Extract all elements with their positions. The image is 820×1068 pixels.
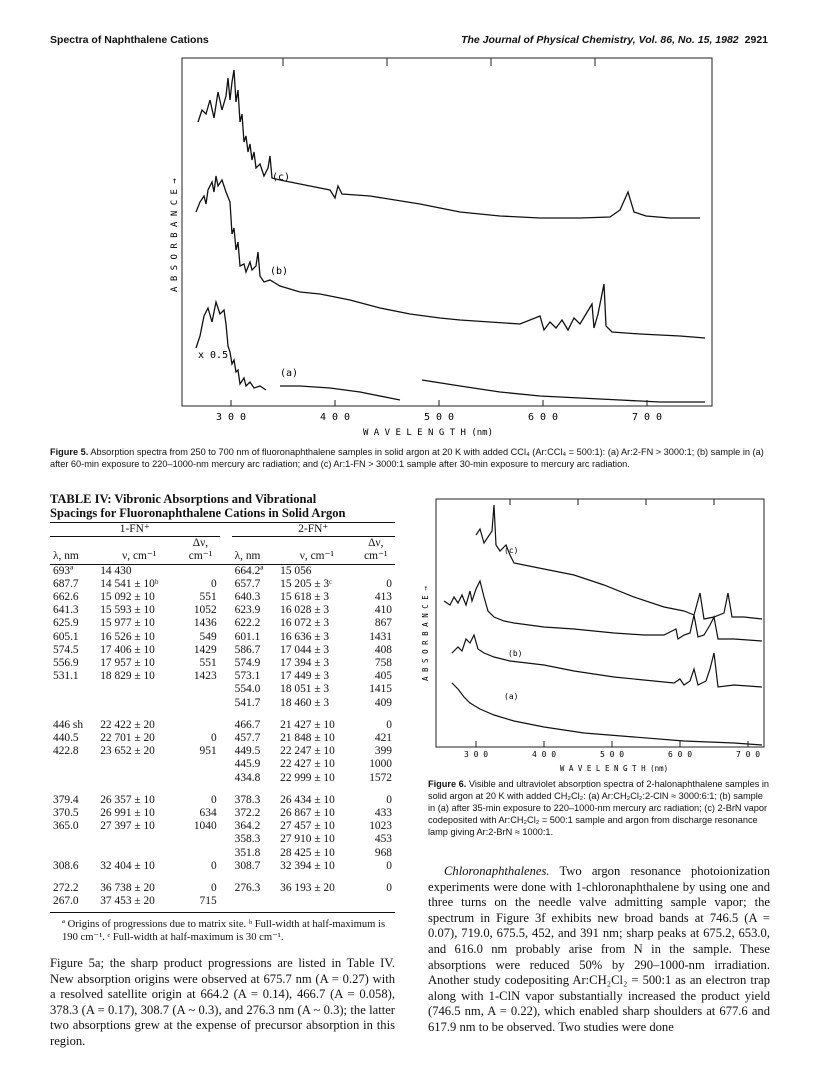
right-column-paragraph bbox=[428, 864, 770, 1036]
journal-citation: The Journal of Physical Chemistry, Vol. 86, No. 15, 1982 bbox=[461, 34, 739, 46]
table-cell: 26 991 ± 10 bbox=[100, 807, 155, 820]
table-4-title-line-2: Spacings for Fluoronaphthalene Cations in Solid Argon bbox=[50, 506, 346, 520]
table-cell: 23 652 ± 20 bbox=[100, 745, 155, 758]
table-cell: 405 bbox=[374, 670, 392, 683]
table-4-footnote: ª Origins of progressions due to matrix site. ᵇ Full-width at half-maximum is 190 cm⁻¹. ᶜ Full-width at half-maximum is 30 cm⁻¹. bbox=[50, 912, 395, 944]
table-cell: 968 bbox=[374, 846, 392, 859]
table-4-dnu-unit-2: cm⁻¹ bbox=[364, 550, 388, 563]
table-row bbox=[50, 807, 395, 820]
figure-6-trace-c bbox=[476, 505, 762, 619]
table-cell: 549 bbox=[199, 630, 217, 643]
table-cell bbox=[97, 833, 181, 846]
figure-6-trace-b bbox=[444, 581, 762, 641]
figure-6-plot bbox=[414, 493, 770, 775]
table-cell: 22 422 ± 20 bbox=[100, 718, 155, 731]
table-4-dnu-header-1: Δν, bbox=[192, 537, 209, 550]
table-cell bbox=[357, 564, 395, 578]
table-row bbox=[50, 631, 395, 644]
figure-6-trace-a bbox=[452, 683, 762, 745]
table-cell: 715 bbox=[199, 895, 217, 908]
figure-5-xtick-600: 6 0 0 bbox=[527, 412, 559, 423]
table-cell: 1023 bbox=[369, 820, 392, 833]
table-4 bbox=[50, 522, 395, 944]
figure-5-xtick-300: 3 0 0 bbox=[215, 412, 247, 423]
figure-5-y-axis-label: A B S O R B A N C E → bbox=[170, 178, 180, 292]
table-cell: 1052 bbox=[193, 604, 217, 617]
table-cell bbox=[232, 895, 278, 908]
table-cell: 640.3 bbox=[234, 591, 261, 604]
figure-6-y-axis-label: A B S O R B A N C E → bbox=[421, 586, 430, 681]
table-row bbox=[50, 697, 395, 710]
table-cell: 622.2 bbox=[234, 617, 261, 630]
table-cell: 551 bbox=[199, 657, 217, 670]
table-row bbox=[50, 847, 395, 860]
figure-5-trace-a-tail-1 bbox=[280, 386, 400, 400]
table-cell: 1000 bbox=[369, 758, 392, 771]
figure-6-xtick-600: 6 0 0 bbox=[667, 750, 693, 759]
table-row bbox=[50, 578, 395, 591]
table-cell: 15 977 ± 10 bbox=[100, 617, 155, 630]
figure-5-trace-c bbox=[198, 70, 700, 218]
table-cell: 687.7 bbox=[53, 577, 79, 590]
table-cell: 574.9 bbox=[234, 657, 261, 670]
figure-5-scale-note: x 0.5 bbox=[198, 350, 229, 361]
table-cell: 0 bbox=[210, 732, 217, 745]
table-row bbox=[50, 772, 395, 785]
table-cell bbox=[97, 697, 181, 710]
table-cell: 0 bbox=[210, 882, 217, 895]
table-4-group-2-header: 2-FN⁺ bbox=[232, 523, 395, 537]
table-cell: 22 701 ± 20 bbox=[100, 732, 155, 745]
table-4-grid bbox=[50, 522, 395, 908]
table-cell bbox=[97, 772, 181, 785]
table-cell bbox=[277, 895, 356, 908]
table-cell: 867 bbox=[374, 617, 392, 630]
page-number: 2921 bbox=[744, 34, 768, 46]
table-row bbox=[50, 833, 395, 846]
table-cell: 664.2ª bbox=[234, 564, 264, 577]
table-cell: 574.5 bbox=[53, 643, 79, 656]
table-cell: 18 829 ± 10 bbox=[100, 670, 155, 683]
table-cell: 693ª bbox=[53, 564, 74, 577]
table-row bbox=[50, 591, 395, 604]
table-4-nu-header-1: ν, cm⁻¹ bbox=[122, 550, 157, 563]
table-cell: 365.0 bbox=[53, 820, 79, 833]
figure-5-label-c: (c) bbox=[272, 172, 291, 183]
table-cell: 433 bbox=[374, 807, 392, 820]
table-cell: 17 406 ± 10 bbox=[100, 643, 155, 656]
table-cell: 379.4 bbox=[53, 793, 79, 806]
table-cell: 0 bbox=[210, 793, 217, 806]
table-cell: 15 056 bbox=[280, 564, 312, 577]
table-cell: 556.9 bbox=[53, 657, 79, 670]
table-cell: 0 bbox=[210, 859, 217, 872]
table-cell: 434.8 bbox=[234, 771, 261, 784]
table-row bbox=[50, 895, 395, 908]
table-cell: 605.1 bbox=[53, 630, 79, 643]
figure-5-tick-labels bbox=[216, 412, 662, 423]
table-cell: 378.3 bbox=[234, 793, 261, 806]
table-row bbox=[50, 745, 395, 758]
table-cell: 634 bbox=[199, 807, 217, 820]
table-cell bbox=[97, 758, 181, 771]
table-4-nu-header-2: ν, cm⁻¹ bbox=[299, 550, 334, 563]
table-cell: 308.6 bbox=[53, 859, 79, 872]
table-cell bbox=[181, 683, 219, 696]
figure-6-xtick-500: 5 0 0 bbox=[599, 750, 625, 759]
running-header-left: Spectra of Naphthalene Cations bbox=[50, 34, 209, 46]
figure-5-caption-text: Absorption spectra from 250 to 700 nm of fluoronaphthalene samples in solid argon at 20 K with added CCl₄ (Ar:CCl₄ = 500:1): (a) Ar:2-FN > 3000:1; (b) sample in (a) after 60-min exposure to 220–1000-nm mercury arc radiation; and (c) Ar:1-FN > 3000:1 sample after 30-min exposure to mercury arc radiation. bbox=[50, 447, 764, 469]
table-cell: 21 848 ± 10 bbox=[280, 732, 335, 745]
table-cell: 17 044 ± 3 bbox=[280, 643, 330, 656]
table-cell: 18 460 ± 3 bbox=[280, 696, 330, 709]
figure-6-xtick-400: 4 0 0 bbox=[531, 750, 557, 759]
table-cell: 453 bbox=[374, 833, 392, 846]
table-cell: 22 427 ± 10 bbox=[280, 758, 335, 771]
table-cell: 440.5 bbox=[53, 732, 79, 745]
table-row bbox=[50, 732, 395, 745]
figure-5-xtick-700: 7 0 0 bbox=[631, 412, 663, 423]
table-cell: 37 453 ± 20 bbox=[100, 895, 155, 908]
table-cell: 36 738 ± 20 bbox=[100, 882, 155, 895]
table-cell: 308.7 bbox=[234, 859, 261, 872]
table-row bbox=[50, 670, 395, 683]
table-cell: 364.2 bbox=[234, 820, 261, 833]
table-cell: 551 bbox=[199, 591, 217, 604]
table-cell: 0 bbox=[386, 882, 392, 895]
table-cell: 16 636 ± 3 bbox=[280, 630, 330, 643]
table-cell: 15 593 ± 10 bbox=[100, 604, 155, 617]
right-column-text: Two argon resonance photoionization experiments were done with 1-chloronaphthalene by using one and three turns on the needle valve admitting sample vapor; the spectrum in Figure 3f exhibits new broad bands at 746.5 (A = 0.07), 719.0, 675.5, 452, and 391 nm; sharp peaks at 675.2, 653.0, and 616.0 nm probably arise from N in the sample. These absorptions were reduced 50% by 290–1000-nm irradiation. Another study codepositing Ar:CH₂Cl₂ = 500:1 as an electron trap along with 1-ClN vapor substantially increased the product yield (746.5 nm, A = 0.22), which enabled sharp shoulders at 677.6 and 617.9 nm to be observed. Two studies were done bbox=[428, 864, 770, 1034]
table-cell: 15 618 ± 3 bbox=[280, 591, 330, 604]
table-cell: 1429 bbox=[193, 643, 217, 656]
table-cell: 1415 bbox=[369, 683, 392, 696]
table-cell: 15 205 ± 3ᶜ bbox=[280, 577, 333, 590]
table-cell: 531.1 bbox=[53, 670, 79, 683]
table-cell: 449.5 bbox=[234, 745, 261, 758]
table-cell: 0 bbox=[386, 718, 392, 731]
table-cell: 26 434 ± 10 bbox=[280, 793, 335, 806]
figure-5-plot bbox=[160, 52, 720, 442]
figure-6-caption bbox=[428, 778, 770, 838]
table-cell: 372.2 bbox=[234, 807, 261, 820]
left-column-paragraph: Figure 5a; the sharp product progressions are listed in Table IV. New absorption origins were observed at 675.7 nm (A = 0.27) with a resolved satellite origin at 664.2 (A = 0.14), 466.7 (A = 0.058), 378.3 (A = 0.17), 308.7 (A ~ 0.3), and 276.3 nm (A ~ 0.3); the latter two absorptions grew at the expense of precursor absorption in this region. bbox=[50, 956, 395, 1048]
table-cell: 28 425 ± 10 bbox=[280, 846, 335, 859]
table-cell bbox=[357, 895, 395, 908]
table-cell: 625.9 bbox=[53, 617, 79, 630]
table-cell: 0 bbox=[386, 577, 392, 590]
table-cell: 1436 bbox=[193, 617, 217, 630]
table-cell: 445.9 bbox=[234, 758, 261, 771]
table-row bbox=[50, 785, 395, 807]
figure-5-caption bbox=[50, 446, 770, 470]
figure-6-tick-labels bbox=[464, 750, 760, 759]
table-cell: 26 357 ± 10 bbox=[100, 793, 155, 806]
table-4-title bbox=[50, 492, 395, 520]
table-cell bbox=[181, 758, 219, 771]
table-cell: 267.0 bbox=[53, 895, 79, 908]
table-cell: 1423 bbox=[193, 670, 217, 683]
table-cell bbox=[50, 758, 97, 771]
figure-6-caption-label: Figure 6. bbox=[428, 779, 467, 789]
figure-6-label-a: (a) bbox=[504, 692, 519, 701]
table-row bbox=[50, 617, 395, 630]
table-cell: 573.1 bbox=[234, 670, 261, 683]
table-row bbox=[50, 604, 395, 617]
table-row bbox=[50, 644, 395, 657]
table-4-body bbox=[50, 564, 395, 908]
table-cell: 0 bbox=[386, 859, 392, 872]
table-cell: 1040 bbox=[193, 820, 217, 833]
table-cell: 16 028 ± 3 bbox=[280, 604, 330, 617]
figure-5-top-ticks bbox=[283, 58, 595, 66]
figure-5-caption-label: Figure 5. bbox=[50, 447, 89, 457]
table-cell: 358.3 bbox=[234, 833, 261, 846]
figure-5-xtick-400: 4 0 0 bbox=[319, 412, 351, 423]
table-cell: 36 193 ± 20 bbox=[280, 882, 335, 895]
table-cell: 413 bbox=[374, 591, 392, 604]
table-cell: 15 092 ± 10 bbox=[100, 591, 155, 604]
table-4-title-line-1: TABLE IV: Vibronic Absorptions and Vibrational bbox=[50, 492, 317, 506]
table-cell: 21 427 ± 10 bbox=[280, 718, 335, 731]
table-cell bbox=[50, 847, 97, 860]
table-cell bbox=[181, 833, 219, 846]
table-cell: 641.3 bbox=[53, 604, 79, 617]
table-cell: 623.9 bbox=[234, 604, 261, 617]
figure-6-xtick-700: 7 0 0 bbox=[735, 750, 761, 759]
table-cell: 758 bbox=[374, 657, 392, 670]
table-cell: 408 bbox=[374, 643, 392, 656]
table-cell: 17 449 ± 3 bbox=[280, 670, 330, 683]
figure-5-trace-a-tail-2 bbox=[422, 380, 705, 402]
table-cell bbox=[50, 683, 97, 696]
figure-6-label-c: (c) bbox=[504, 546, 519, 555]
table-cell: 586.7 bbox=[234, 643, 261, 656]
table-cell bbox=[97, 847, 181, 860]
section-heading-chloronaphthalenes: Chloronaphthalenes. bbox=[444, 864, 550, 878]
table-cell: 27 397 ± 10 bbox=[100, 820, 155, 833]
table-cell: 370.5 bbox=[53, 807, 79, 820]
table-cell: 662.6 bbox=[53, 591, 79, 604]
table-cell bbox=[50, 697, 97, 710]
table-cell bbox=[50, 833, 97, 846]
table-cell: 27 457 ± 10 bbox=[280, 820, 335, 833]
table-cell: 26 867 ± 10 bbox=[280, 807, 335, 820]
table-cell bbox=[181, 564, 219, 578]
table-cell: 951 bbox=[199, 745, 217, 758]
table-cell: 0 bbox=[210, 577, 217, 590]
figure-6-caption-text: Visible and ultraviolet absorption spectra of 2-halonaphthalene samples in solid argon at 20 K with added CH₂Cl₂: (a) Ar:CH₂Cl₂:2-ClN ≈ 3000:6:1; (b) sample in (a) after 35-min exposure to 220–1000-nm mercury arc radiation; (c) 2-BrN vapor codeposited with Ar:CH₂Cl₂ = 500:1 sample and argon from discharge resonance lamp giving Ar:2-BrN ≈ 1000:1. bbox=[428, 779, 770, 837]
table-cell bbox=[181, 847, 219, 860]
table-cell: 16 072 ± 3 bbox=[280, 617, 330, 630]
table-cell bbox=[181, 772, 219, 785]
table-cell: 14 541 ± 10ᵇ bbox=[100, 577, 159, 590]
table-row bbox=[50, 657, 395, 670]
figure-5-x-axis-label: W A V E L E N G T H (nm) bbox=[362, 428, 494, 438]
table-cell: 351.8 bbox=[234, 846, 261, 859]
figure-5-trace-b bbox=[196, 176, 705, 338]
table-cell bbox=[181, 710, 219, 732]
figure-5-xtick-500: 5 0 0 bbox=[423, 412, 455, 423]
table-row bbox=[50, 758, 395, 771]
table-4-dnu-unit-1: cm⁻¹ bbox=[188, 550, 213, 563]
figure-5-label-b: (b) bbox=[270, 266, 289, 277]
table-cell: 446 sh bbox=[53, 718, 84, 731]
table-cell: 601.1 bbox=[234, 630, 261, 643]
figure-6-xtick-300: 3 0 0 bbox=[463, 750, 489, 759]
table-cell: 421 bbox=[374, 732, 392, 745]
table-cell: 422.8 bbox=[53, 745, 79, 758]
figure-5-frame bbox=[182, 58, 712, 406]
table-row bbox=[50, 873, 395, 895]
table-cell: 27 910 ± 10 bbox=[280, 833, 335, 846]
table-cell: 399 bbox=[374, 745, 392, 758]
table-cell: 1431 bbox=[369, 630, 392, 643]
figure-6-x-axis-label: W A V E L E N G T H (nm) bbox=[559, 764, 669, 773]
table-cell: 466.7 bbox=[234, 718, 261, 731]
table-cell: 1572 bbox=[369, 771, 392, 784]
figure-5-trace-a bbox=[196, 302, 266, 390]
table-cell: 17 394 ± 3 bbox=[280, 657, 330, 670]
figure-5-bottom-ticks bbox=[231, 400, 647, 406]
figure-6-label-b: (b) bbox=[508, 649, 523, 658]
table-row bbox=[50, 710, 395, 732]
table-cell: 14 430 bbox=[100, 564, 132, 577]
table-cell: 32 404 ± 10 bbox=[100, 859, 155, 872]
table-cell: 16 526 ± 10 bbox=[100, 630, 155, 643]
table-cell bbox=[50, 772, 97, 785]
table-cell bbox=[181, 697, 219, 710]
figure-6-trace-b2 bbox=[452, 635, 762, 687]
table-4-dnu-header-2: Δν, bbox=[368, 537, 384, 550]
table-cell: 541.7 bbox=[234, 696, 261, 709]
figure-5-label-a: (a) bbox=[280, 368, 299, 379]
table-cell: 0 bbox=[386, 793, 392, 806]
table-cell: 32 394 ± 10 bbox=[280, 859, 335, 872]
table-cell: 457.7 bbox=[234, 732, 261, 745]
table-cell: 554.0 bbox=[234, 683, 261, 696]
running-header-right bbox=[461, 34, 768, 46]
table-cell bbox=[97, 683, 181, 696]
table-cell: 410 bbox=[374, 604, 392, 617]
table-cell: 18 051 ± 3 bbox=[280, 683, 330, 696]
table-cell: 22 247 ± 10 bbox=[280, 745, 335, 758]
table-cell: 657.7 bbox=[234, 577, 261, 590]
table-4-group-1-header: 1-FN⁺ bbox=[50, 523, 220, 537]
table-4-lambda-header-1: λ, nm bbox=[53, 550, 79, 563]
table-row bbox=[50, 860, 395, 873]
table-row bbox=[50, 564, 395, 578]
table-cell: 276.3 bbox=[234, 882, 261, 895]
table-cell: 272.2 bbox=[53, 882, 79, 895]
table-row bbox=[50, 683, 395, 696]
table-cell: 17 957 ± 10 bbox=[100, 657, 155, 670]
table-cell: 409 bbox=[374, 696, 392, 709]
table-cell: 22 999 ± 10 bbox=[280, 771, 335, 784]
table-row bbox=[50, 820, 395, 833]
table-4-lambda-header-2: λ, nm bbox=[234, 550, 261, 563]
